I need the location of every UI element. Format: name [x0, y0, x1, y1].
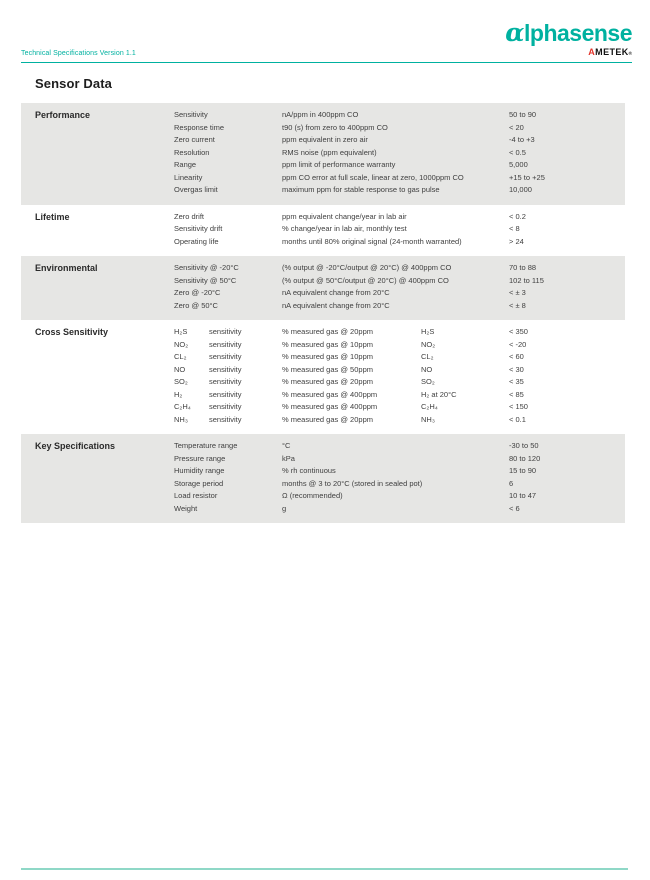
param-cell: C₂H₄ sensitivity — [174, 401, 282, 414]
value-cell: < 350 — [509, 327, 528, 336]
section-lifetime — [21, 205, 625, 257]
gas-formula: H₂S — [174, 327, 188, 336]
value-cell: < 8 — [509, 224, 520, 233]
desc-cell: nA equivalent change from 20°C — [282, 300, 390, 310]
param-cell: NO₂ sensitivity — [174, 339, 282, 352]
param-cell: Sensitivity @ -20°C — [174, 263, 239, 272]
spec-row — [174, 364, 611, 377]
param-cell: Overgas limit — [174, 185, 218, 194]
spec-row — [174, 339, 611, 352]
gas-cell — [421, 275, 509, 288]
param-cell: Zero drift — [174, 211, 205, 221]
section-performance — [21, 103, 625, 205]
spec-row — [174, 147, 611, 160]
gas-cell — [421, 453, 509, 466]
value-cell: < 60 — [509, 352, 524, 361]
desc-cell: % change/year in lab air, monthly test — [282, 224, 407, 233]
gas-cell: NH₃ — [421, 414, 435, 424]
gas-formula: NO₂ — [174, 339, 189, 349]
gas-cell: NO — [421, 364, 433, 374]
section-rows — [174, 326, 611, 426]
desc-cell: % measured gas @ 20ppm — [282, 414, 373, 424]
desc-cell: kPa — [282, 453, 295, 463]
spec-row — [174, 503, 611, 516]
spec-row — [174, 172, 611, 185]
gas-cell — [421, 465, 509, 478]
section-rows — [174, 211, 611, 249]
desc-cell: ppm equivalent in zero air — [282, 135, 368, 144]
section-title: Key Specifications — [35, 441, 116, 451]
section-rows — [174, 262, 611, 312]
param-cell: Sensitivity @ 50°C — [174, 275, 237, 285]
value-cell: < 20 — [509, 122, 524, 132]
section-title: Performance — [35, 110, 91, 120]
param-cell: H₂ sensitivity — [174, 389, 282, 402]
gas-cell — [421, 172, 509, 185]
param-cell: Operating life — [174, 236, 219, 246]
spec-row — [174, 211, 611, 224]
value-cell: < ± 8 — [509, 300, 526, 310]
desc-cell: (% output @ -20°C/output @ 20°C) @ 400ppm CO — [282, 263, 452, 272]
param-cell: Load resistor — [174, 491, 218, 500]
value-cell: < 30 — [509, 364, 524, 374]
registered-mark: ® — [628, 51, 632, 56]
desc-cell: maximum ppm for stable response to gas pulse — [282, 185, 440, 194]
desc-cell: months @ 3 to 20°C (stored in sealed pot) — [282, 478, 423, 488]
header-rule — [21, 62, 632, 63]
section-environmental — [21, 256, 625, 320]
gas-formula: H₂ — [174, 389, 183, 399]
gas-cell: H₂ at 20°C — [421, 389, 457, 399]
spec-row — [174, 401, 611, 414]
gas-cell — [421, 122, 509, 135]
param-cell: Zero @ -20°C — [174, 288, 221, 297]
section-cross-sensitivity — [21, 320, 625, 434]
gas-cell — [421, 223, 509, 236]
value-cell: -30 to 50 — [509, 441, 539, 450]
param-cell: Storage period — [174, 478, 224, 488]
spec-row — [174, 223, 611, 236]
gas-cell — [421, 109, 509, 122]
desc-cell: ppm CO error at full scale, linear at zero, 1000ppm CO — [282, 172, 464, 182]
value-cell: < 0.2 — [509, 211, 526, 221]
param-cell: Weight — [174, 503, 198, 513]
spec-row — [174, 262, 611, 275]
alphasense-logo-text: lphasense — [524, 20, 632, 46]
spec-row — [174, 122, 611, 135]
value-cell: 5,000 — [509, 160, 528, 169]
footer-rule — [21, 868, 628, 870]
param-cell: Sensitivity drift — [174, 224, 223, 233]
gas-cell: C₂H₄ — [421, 402, 438, 411]
gas-cell — [421, 478, 509, 491]
spec-row — [174, 236, 611, 249]
gas-cell — [421, 159, 509, 172]
value-cell: 10 to 47 — [509, 491, 537, 500]
value-cell: 102 to 115 — [509, 275, 544, 285]
spec-row — [174, 184, 611, 197]
desc-cell: % measured gas @ 50ppm — [282, 364, 373, 374]
desc-cell: °C — [282, 441, 291, 450]
value-cell: < 6 — [509, 503, 520, 513]
gas-cell — [421, 503, 509, 516]
gas-cell — [421, 147, 509, 160]
gas-formula: C₂H₄ — [174, 402, 191, 411]
value-cell: -4 to +3 — [509, 135, 535, 144]
spec-row — [174, 376, 611, 389]
param-cell: Range — [174, 160, 197, 169]
sections — [21, 103, 625, 523]
gas-cell — [421, 184, 509, 197]
spec-row — [174, 275, 611, 288]
value-cell: < 0.1 — [509, 414, 526, 424]
param-cell: Humidity range — [174, 466, 225, 475]
desc-cell: % measured gas @ 10ppm — [282, 339, 373, 349]
desc-cell: ppm equivalent change/year in lab air — [282, 211, 407, 221]
param-cell: CL₂ sensitivity — [174, 351, 282, 364]
value-cell: 50 to 90 — [509, 110, 537, 119]
spec-row — [174, 414, 611, 427]
section-key-specifications — [21, 434, 625, 523]
param-cell: NH₃ sensitivity — [174, 414, 282, 427]
desc-cell: g — [282, 503, 287, 513]
spec-row — [174, 326, 611, 339]
brand-block — [505, 20, 632, 57]
desc-cell: % measured gas @ 10ppm — [282, 352, 373, 361]
value-cell: < 0.5 — [509, 147, 526, 157]
desc-cell: nA/ppm in 400ppm CO — [282, 110, 359, 119]
value-cell: 10,000 — [509, 185, 532, 194]
desc-cell: % measured gas @ 20ppm — [282, 377, 373, 386]
value-cell: < 150 — [509, 402, 528, 411]
desc-cell: % measured gas @ 400ppm — [282, 402, 378, 411]
param-cell: H₂S sensitivity — [174, 326, 282, 339]
param-cell: Sensitivity — [174, 110, 208, 119]
spec-row — [174, 440, 611, 453]
param-cell: Pressure range — [174, 453, 226, 463]
section-rows — [174, 440, 611, 515]
spec-row — [174, 351, 611, 364]
gas-cell — [421, 490, 509, 503]
param-cell: NO sensitivity — [174, 364, 282, 377]
value-cell: 80 to 120 — [509, 453, 541, 463]
gas-cell: SO₂ — [421, 377, 435, 386]
value-cell: 6 — [509, 478, 514, 488]
doc-version-label: Technical Specifications Version 1.1 — [21, 50, 136, 57]
desc-cell: % rh continuous — [282, 466, 336, 475]
param-cell: Zero current — [174, 135, 215, 144]
gas-cell — [421, 211, 509, 224]
section-title: Environmental — [35, 263, 98, 273]
value-cell: +15 to +25 — [509, 172, 545, 182]
alphasense-logo — [505, 20, 632, 45]
gas-cell — [421, 287, 509, 300]
gas-formula: NH₃ — [174, 414, 188, 424]
spec-row — [174, 478, 611, 491]
gas-formula: SO₂ — [174, 377, 188, 386]
alpha-glyph-icon: α — [505, 18, 524, 47]
value-cell: < ± 3 — [509, 288, 526, 297]
gas-formula: NO — [174, 364, 186, 374]
gas-cell: NO₂ — [421, 339, 436, 349]
desc-cell: nA equivalent change from 20°C — [282, 288, 390, 297]
param-cell: SO₂ sensitivity — [174, 376, 282, 389]
desc-cell: (% output @ 50°C/output @ 20°C) @ 400ppm CO — [282, 275, 449, 285]
param-cell: Linearity — [174, 172, 203, 182]
gas-cell — [421, 236, 509, 249]
desc-cell: % measured gas @ 400ppm — [282, 389, 378, 399]
value-cell: < 35 — [509, 377, 524, 386]
spec-row — [174, 300, 611, 313]
param-cell: Temperature range — [174, 441, 238, 450]
spec-row — [174, 453, 611, 466]
gas-cell: CL₂ — [421, 352, 434, 361]
param-cell: Response time — [174, 122, 225, 132]
value-cell: > 24 — [509, 236, 524, 246]
desc-cell: t90 (s) from zero to 400ppm CO — [282, 122, 388, 132]
value-cell: < 85 — [509, 389, 524, 399]
desc-cell: % measured gas @ 20ppm — [282, 327, 373, 336]
desc-cell: months until 80% original signal (24-month warranted) — [282, 236, 462, 246]
value-cell: < -20 — [509, 339, 527, 349]
section-title: Lifetime — [35, 211, 70, 222]
spec-row — [174, 109, 611, 122]
gas-cell — [421, 300, 509, 313]
desc-cell: RMS noise (ppm equivalent) — [282, 147, 377, 157]
spec-row — [174, 287, 611, 300]
ametek-logo — [505, 48, 632, 57]
spec-row — [174, 159, 611, 172]
spec-row — [174, 465, 611, 478]
spec-row — [174, 490, 611, 503]
gas-cell — [421, 134, 509, 147]
value-cell: 70 to 88 — [509, 263, 537, 272]
ametek-logo-text: AMETEK — [588, 47, 629, 57]
gas-cell — [421, 262, 509, 275]
desc-cell: ppm limit of performance warranty — [282, 160, 396, 169]
value-cell: 15 to 90 — [509, 466, 537, 475]
gas-cell: H₂S — [421, 327, 435, 336]
section-title: Cross Sensitivity — [35, 327, 109, 337]
param-cell: Resolution — [174, 147, 210, 157]
section-rows — [174, 109, 611, 197]
gas-formula: CL₂ — [174, 352, 187, 361]
spec-row — [174, 134, 611, 147]
spec-row — [174, 389, 611, 402]
desc-cell: Ω (recommended) — [282, 491, 343, 500]
page-title: Sensor Data — [35, 76, 112, 91]
gas-cell — [421, 440, 509, 453]
param-cell: Zero @ 50°C — [174, 300, 218, 310]
